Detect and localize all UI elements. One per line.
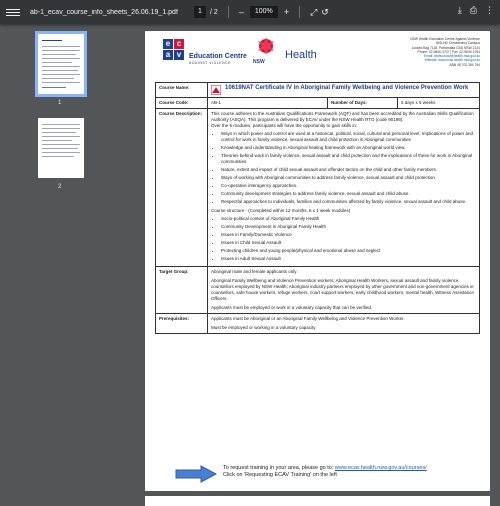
address-block	[370, 37, 480, 67]
description-label: Course Description:	[156, 109, 208, 267]
course-info-table	[155, 82, 480, 334]
description-overview: Over the 6 modules, participants will have the opportunity to gain skills in:	[211, 123, 358, 128]
page-selector	[194, 6, 329, 18]
target-group-cell	[208, 267, 480, 314]
address-line: NSW Health Education Centre Against Violence	[410, 37, 480, 41]
pdf-page-2	[145, 496, 490, 506]
target-text: Aboriginal male and female applicants only.	[211, 269, 298, 274]
more-icon[interactable]: ⋮	[485, 5, 494, 15]
menu-icon[interactable]	[6, 9, 20, 16]
skills-list	[211, 131, 476, 205]
thumbnail-sidebar	[0, 24, 125, 500]
health-label: Health	[285, 49, 317, 61]
footer-instruction: Click on 'Requesting ECAV Training' on the left	[223, 472, 337, 478]
logo-letter: e	[163, 39, 173, 49]
list-item: • Theories behind work in family violence, sexual assault and child protection and the implications of these for work in Aboriginal communities.	[221, 153, 476, 165]
nsw-label: NSW	[253, 59, 265, 65]
description-cell	[208, 109, 480, 267]
page-thumbnail-label: 2	[58, 184, 62, 190]
days-label: Number of Days:	[328, 98, 398, 109]
zoom-in-button[interactable]: +	[283, 7, 290, 17]
history-icon[interactable]: ↺	[321, 6, 329, 17]
prerequisites-cell	[208, 314, 480, 334]
course-code: AB-1	[208, 98, 328, 109]
course-name	[211, 85, 476, 95]
prereq-text: Must be employed or working in a voluntary capacity	[211, 325, 316, 330]
address-line: WSLHD Cumberland Campus	[436, 41, 480, 46]
pdf-toolbar	[0, 0, 500, 24]
address-line: Phone: 02-9840-3737 | Fax: 02-9840-3754	[417, 49, 480, 54]
list-item: • Respectful approaches to individuals, families and communities affected by family violence, sexual assault and child abuse.	[221, 199, 476, 205]
toolbar-actions	[458, 5, 494, 16]
waratah-icon	[253, 35, 279, 61]
list-item: • Ways in which power and control are used at a historical, political, social, cultural and personal level. Implications of power and control for work in family violence, sexual assault and child protection in Aboriginal communities	[221, 131, 476, 143]
course-name-label: Course Name:	[156, 83, 208, 98]
page-number-input[interactable]: 1	[194, 6, 206, 18]
file-title: ab-1_ecav_course_info_sheets_26.06.19_1.pdf	[30, 8, 178, 16]
logo-letter: a	[163, 50, 173, 60]
page-thumbnail-1[interactable]	[38, 34, 84, 94]
pdf-page	[145, 31, 490, 491]
logo-letter: v	[174, 50, 184, 60]
list-item: • Co-operative interagency approaches.	[221, 183, 476, 189]
list-item: • Knowledge and understanding in Aboriginal healing framework with an Aboriginal world view.	[221, 145, 476, 151]
prereq-text: Applicants must be Aboriginal or an Aboriginal Family Wellbeing and Violence Prevention Worker.	[211, 316, 405, 321]
list-item: • Community Development in Aboriginal Family Health	[221, 224, 476, 230]
toolbar-divider	[299, 6, 300, 18]
target-text: Aboriginal Family Wellbeing and Violence Prevention workers; Aboriginal Health Workers, sexual assault and family violence counsellors employed by NSW Health; Aboriginal industry partners employed by other government and non-government agencies ie counsellors, safe house workers, refuge workers, court support workers, early childhood workers, mental health, Witness Assistance Officers.	[211, 278, 474, 301]
target-text: Applicants must be employed or work in a voluntary capacity that can be verified.	[211, 305, 373, 310]
request-training-footer	[175, 463, 475, 485]
list-item: • Community development strategies to address family violence, sexual assault and child abuse.	[221, 191, 476, 197]
list-item: • Socio-political context of Aboriginal Family Health	[221, 216, 476, 222]
footer-prefix: To request training in your area, please go to:	[223, 465, 335, 471]
print-icon[interactable]: ⎙	[469, 5, 477, 15]
page-total: / 2	[210, 8, 218, 16]
fit-page-icon[interactable]: ⤢	[310, 6, 318, 17]
description-intro: This course adheres to the Australian Qualifications Framework (AQF) and has been accredited by the Australian Skills Qualification Authority (ASQA). This program is delivered by ECAV under the NSW Health RTO (code 90198).	[211, 111, 474, 122]
target-group-label: Target Group:	[156, 267, 208, 314]
page-thumbnail-2[interactable]	[38, 118, 84, 178]
zoom-input[interactable]: 100%	[250, 6, 278, 18]
list-item: • Ways of working with Aboriginal communities to address family violence, sexual assault and child protection.	[221, 175, 476, 181]
org-subtitle: AGAINST VIOLENCE	[189, 61, 231, 65]
days-value: 5 days x 6 weeks	[398, 98, 480, 109]
download-icon[interactable]: ⤓	[457, 5, 462, 15]
address-website[interactable]: Website: www.ecav.health.nsw.gov.au	[424, 58, 480, 63]
address-line: Locked Bag 7118, Parramatta CBD NSW 2124	[411, 45, 480, 50]
course-name-text: 10619NAT Certificate IV in Aboriginal Family Wellbeing and Violence Prevention Work	[225, 85, 469, 91]
address-line: ABN 48 702 394 764	[449, 62, 480, 67]
prerequisites-label: Prerequisites:	[156, 314, 208, 334]
address-email[interactable]: Email: wslhd-ecav@health.nsw.gov.au	[423, 54, 480, 59]
list-item: • Issues in Family/Domestic Violence	[221, 232, 476, 238]
zoom-out-button[interactable]: –	[238, 7, 244, 17]
course-logo-icon	[211, 85, 221, 95]
footer-text	[223, 465, 427, 479]
list-item: • Nature, extent and impact of child sexual assault and offender tactics on the child and other family members.	[221, 167, 476, 173]
modules-list	[211, 216, 476, 262]
course-code-label: Course Code:	[156, 98, 208, 109]
toolbar-divider	[228, 6, 229, 18]
list-item: • Issues in Child Sexual Assault	[221, 240, 476, 246]
courses-link[interactable]: www.ecav.health.nsw.gov.au/courses/	[334, 465, 427, 471]
list-item: • Protecting children and young people/physical and emotional abuse and neglect	[221, 248, 476, 254]
list-item: • Issues in Adult Sexual Assault	[221, 256, 476, 262]
arrow-right-icon	[175, 465, 217, 483]
structure-title: Course structure - (Completed within 12 months, 6 x 1 week modules)	[211, 208, 351, 213]
logo-letter: c	[174, 39, 184, 49]
page-thumbnail-label: 1	[58, 100, 62, 106]
org-name: Education Centre	[189, 53, 247, 60]
zoom-controls	[239, 6, 289, 18]
